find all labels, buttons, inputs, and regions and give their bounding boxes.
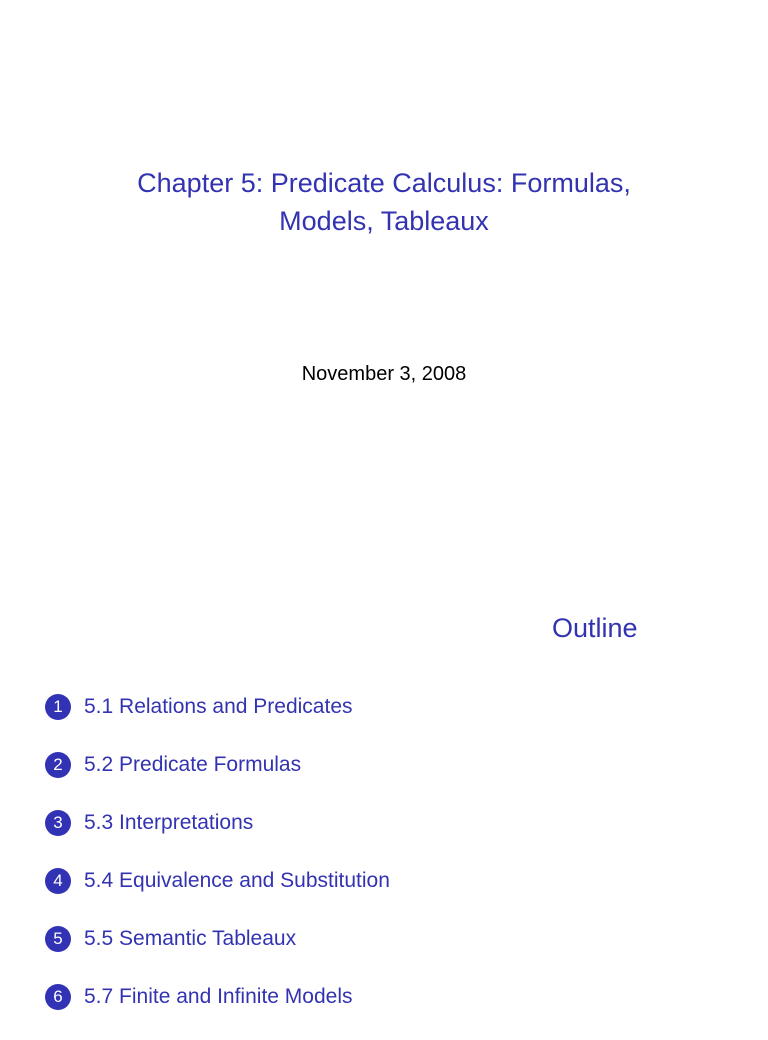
outline-number-badge: 6: [45, 984, 71, 1010]
outline-item-4[interactable]: [45, 866, 390, 896]
outline-item-label: 5.2 Predicate Formulas: [84, 753, 302, 776]
slide-date: November 3, 2008: [301, 363, 467, 385]
outline-item-label: 5.5 Semantic Tableaux: [84, 927, 297, 950]
slide-title: [0, 164, 768, 240]
outline-item-1[interactable]: [45, 692, 390, 722]
outline-item-label: 5.7 Finite and Infinite Models: [84, 985, 353, 1008]
title-line-2: Models, Tableaux: [279, 206, 489, 236]
outline-item-label: 5.1 Relations and Predicates: [84, 695, 353, 718]
outline-number-badge: 4: [45, 868, 71, 894]
outline-number-badge: 1: [45, 694, 71, 720]
outline-number-badge: 3: [45, 810, 71, 836]
outline-list: [45, 692, 390, 1040]
title-line-1: Chapter 5: Predicate Calculus: Formulas,: [137, 168, 631, 198]
outline-item-label: 5.3 Interpretations: [84, 811, 254, 834]
outline-item-6[interactable]: [45, 982, 390, 1012]
outline-item-label: 5.4 Equivalence and Substitution: [84, 869, 390, 892]
outline-item-2[interactable]: [45, 750, 390, 780]
outline-number-badge: 5: [45, 926, 71, 952]
outline-item-3[interactable]: [45, 808, 390, 838]
outline-number-badge: 2: [45, 752, 71, 778]
outline-heading: Outline: [552, 613, 638, 643]
outline-item-5[interactable]: [45, 924, 390, 954]
